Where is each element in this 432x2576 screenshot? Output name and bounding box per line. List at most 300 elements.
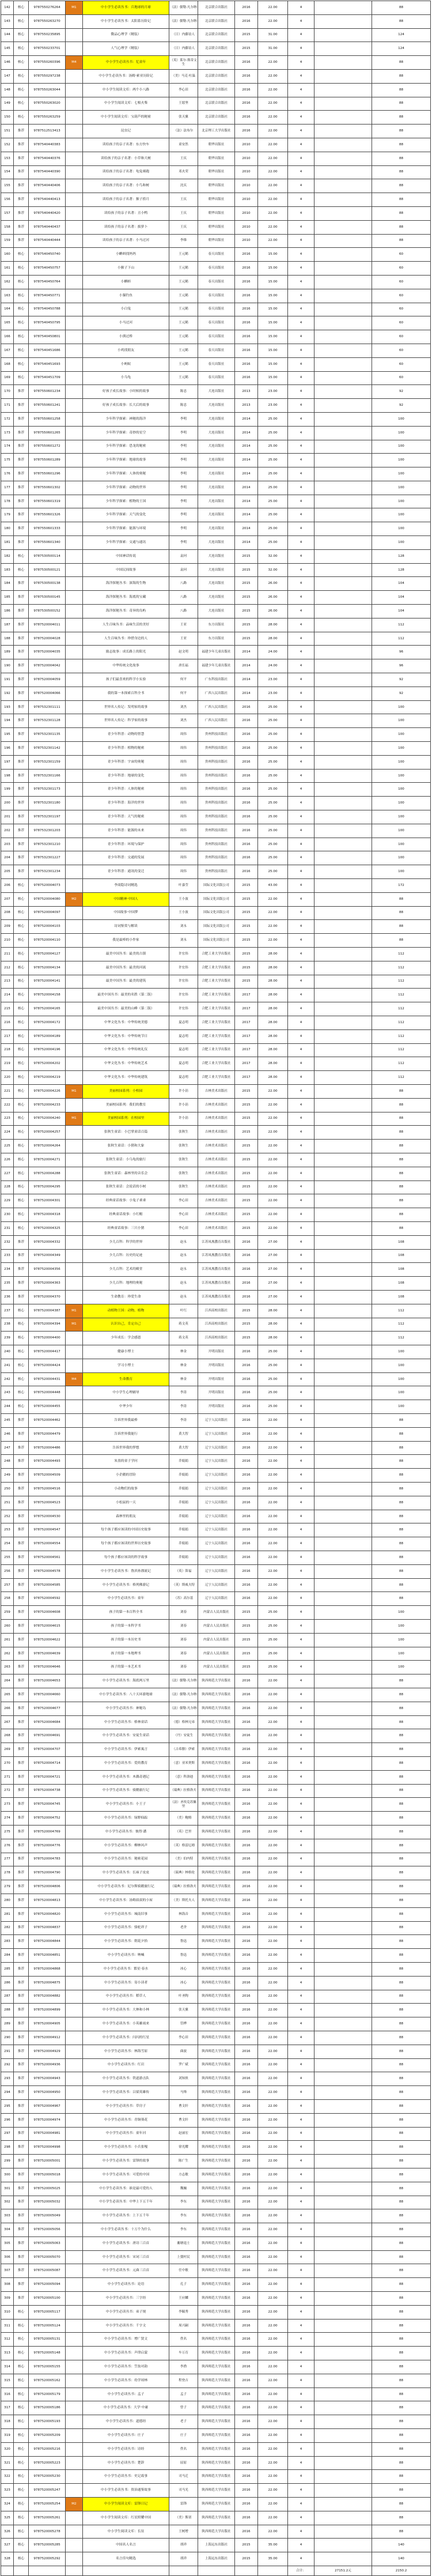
author-cell: 上彊村民 xyxy=(169,2250,198,2264)
title-cell: 中小学生必读丛书：八十天环游地球 xyxy=(83,1688,169,1702)
isbn-cell: 9787550276264 xyxy=(29,1,66,15)
title-cell: 中小学生必读丛书：吕梁英雄传 xyxy=(83,2086,169,2100)
quantity-cell: 4 xyxy=(288,289,314,303)
category-cell: 推荐 xyxy=(14,1674,29,1688)
isbn-cell: 9787520004882 xyxy=(29,1990,66,2004)
publisher-cell: 吉林美术出版社 xyxy=(198,1140,235,1153)
title-cell: 读给孩子的亲子名著：小鸟和树 xyxy=(83,179,169,193)
subtotal-cell: 88 xyxy=(372,1126,431,1140)
year-cell: 2013 xyxy=(235,399,258,413)
publisher-cell: 陕西师范大学出版社 xyxy=(198,2168,235,2182)
year-cell: 2016 xyxy=(235,1386,258,1400)
subtotal-cell: 88 xyxy=(372,234,431,248)
price-cell: 22.00 xyxy=(258,2168,288,2182)
category-cell: 推荐 xyxy=(14,769,29,783)
price-cell: 22.00 xyxy=(258,152,288,165)
table-row xyxy=(1,1441,431,1455)
category-cell: 推荐 xyxy=(14,220,29,234)
author-cell: （英）巴里 xyxy=(169,1825,198,1839)
isbn-cell: 9787520004783 xyxy=(29,1853,66,1866)
tag-cell xyxy=(66,605,83,618)
table-row xyxy=(1,2278,431,2292)
publisher-cell: 吉林美术出版社 xyxy=(198,1194,235,1208)
isbn-cell: 9787520004370 xyxy=(29,1290,66,1304)
extra-cell xyxy=(314,371,372,385)
category-cell: 核心 xyxy=(14,1016,29,1029)
extra-cell xyxy=(314,1441,372,1455)
quantity-cell: 4 xyxy=(288,1098,314,1112)
category-cell: 推荐 xyxy=(14,1483,29,1496)
extra-cell xyxy=(314,1112,372,1126)
subtotal-cell: 88 xyxy=(372,2484,431,2498)
extra-cell xyxy=(314,646,372,659)
category-cell: 推荐 xyxy=(14,618,29,632)
isbn-cell: 9787520004707 xyxy=(29,1743,66,1757)
category-cell: 核心 xyxy=(14,2525,29,2539)
isbn-cell: 9787550235895 xyxy=(29,28,66,42)
table-row xyxy=(1,2539,431,2552)
total-amount: 27151.2元 xyxy=(314,2566,372,2576)
author-cell: 叶红 xyxy=(169,1304,198,1318)
extra-cell xyxy=(314,1935,372,1949)
subtotal-cell: 88 xyxy=(372,152,431,165)
row-number: 315 xyxy=(1,2374,14,2388)
title-cell: 认识自己，肯定自己 xyxy=(83,1318,169,1332)
row-number: 165 xyxy=(1,316,14,330)
author-cell: 许宏伟 xyxy=(169,961,198,975)
quantity-cell: 4 xyxy=(288,357,314,371)
year-cell: 2016 xyxy=(235,2470,258,2484)
isbn-cell: 9787540440383 xyxy=(29,138,66,152)
author-cell: 王小波 xyxy=(169,892,198,906)
title-cell: 读给孩子的亲子名著：猴子捞月 xyxy=(83,193,169,207)
table-row xyxy=(1,1167,431,1180)
year-cell: 2016 xyxy=(235,2264,258,2278)
publisher-cell: 陕西师范大学出版社 xyxy=(198,1702,235,1715)
title-cell: 最美中国丛书：最美的建筑 xyxy=(83,975,169,989)
title-cell: 中小学生必读丛书：增广贤文 xyxy=(83,2333,169,2347)
quantity-cell: 4 xyxy=(288,1359,314,1372)
row-number: 241 xyxy=(1,1359,14,1372)
quantity-cell: 4 xyxy=(288,2429,314,2443)
author-cell: 李涛 xyxy=(169,1386,198,1400)
subtotal-cell: 88 xyxy=(372,1153,431,1167)
table-row xyxy=(1,1098,431,1112)
title-cell: 中小学生必读丛书：林海雪原 xyxy=(83,2045,169,2058)
title-cell: 世界名人传记：发明家的故事 xyxy=(83,700,169,714)
isbn-cell: 9787520005001 xyxy=(29,2155,66,2168)
year-cell: 2015 xyxy=(235,1084,258,1098)
price-cell: 22.00 xyxy=(258,193,288,207)
subtotal-cell: 100 xyxy=(372,1359,431,1372)
quantity-cell: 4 xyxy=(288,783,314,797)
subtotal-cell: 88 xyxy=(372,206,431,220)
publisher-cell: 辽宁人民出版社 xyxy=(198,1483,235,1496)
year-cell: 2016 xyxy=(235,1372,258,1386)
subtotal-cell: 60 xyxy=(372,289,431,303)
year-cell: 2016 xyxy=(235,1770,258,1784)
year-cell: 2015 xyxy=(235,1098,258,1112)
quantity-cell: 4 xyxy=(288,1140,314,1153)
extra-cell xyxy=(314,1606,372,1620)
isbn-cell: 9787520004554 xyxy=(29,1537,66,1551)
year-cell: 2016 xyxy=(235,865,258,879)
subtotal-cell: 88 xyxy=(372,138,431,152)
category-cell: 推荐 xyxy=(14,467,29,481)
tag-cell xyxy=(66,1729,83,1743)
extra-cell xyxy=(314,1427,372,1441)
subtotal-cell: 88 xyxy=(372,1812,431,1826)
isbn-cell: 9787540451693 xyxy=(29,357,66,371)
category-cell: 核心 xyxy=(14,1140,29,1153)
publisher-cell: 陕西师范大学出版社 xyxy=(198,2305,235,2319)
year-cell: 2016 xyxy=(235,742,258,756)
price-cell: 28.00 xyxy=(258,1016,288,1029)
table-row xyxy=(1,2099,431,2113)
isbn-cell: 9787520004318 xyxy=(29,1208,66,1222)
category-cell: 推荐 xyxy=(14,1784,29,1798)
isbn-cell: 9787520004790 xyxy=(29,1866,66,1880)
publisher-cell: 辽宁人民出版社 xyxy=(198,1523,235,1537)
subtotal-cell: 100 xyxy=(372,838,431,851)
author-cell: 马烽 xyxy=(169,2086,198,2100)
tag-cell xyxy=(66,1153,83,1167)
quantity-cell: 4 xyxy=(288,42,314,56)
category-cell: 核心 xyxy=(14,906,29,920)
publisher-cell: 陕西师范大学出版社 xyxy=(198,2442,235,2456)
author-cell: 罗广斌 xyxy=(169,2058,198,2072)
author-cell: （英）莱尔·斯蒂文生 xyxy=(169,56,198,70)
quantity-cell: 4 xyxy=(288,399,314,413)
publisher-cell: 上海远东出版社 xyxy=(198,2552,235,2566)
isbn-cell: 9787540440390 xyxy=(29,165,66,179)
tag-cell xyxy=(66,248,83,262)
quantity-cell: 4 xyxy=(288,975,314,989)
year-cell: 2016 xyxy=(235,2017,258,2031)
price-cell: 22.00 xyxy=(258,2182,288,2196)
price-cell: 25.00 xyxy=(258,1620,288,1634)
title-cell: 美丽校园系列：在校园里 xyxy=(83,1112,169,1126)
quantity-cell: 4 xyxy=(288,1002,314,1016)
subtotal-cell: 88 xyxy=(372,2360,431,2374)
extra-cell xyxy=(314,262,372,276)
isbn-cell: 9787520004103 xyxy=(29,920,66,934)
author-cell: （瑞典）拉格洛夫 xyxy=(169,1880,198,1894)
year-cell: 2016 xyxy=(235,2058,258,2072)
isbn-cell: 9787520004172 xyxy=(29,1016,66,1029)
publisher-cell: 春天出版社 xyxy=(198,262,235,276)
table-row xyxy=(1,1743,431,1757)
isbn-cell: 9787520004141 xyxy=(29,975,66,989)
row-number: 310 xyxy=(1,2305,14,2319)
subtotal-cell: 100 xyxy=(372,851,431,865)
publisher-cell: 广东科技出版社 xyxy=(198,673,235,687)
category-cell: 核心 xyxy=(14,920,29,934)
quantity-cell: 4 xyxy=(288,1084,314,1098)
tag-cell xyxy=(66,1633,83,1647)
quantity-cell: 4 xyxy=(288,536,314,550)
author-cell: 袁珂 xyxy=(169,549,198,563)
year-cell: 2016 xyxy=(235,344,258,357)
title-cell: 读给孩子的亲子名著：小草和大树 xyxy=(83,152,169,165)
category-cell: 核心 xyxy=(14,2347,29,2360)
title-cell: 中小学生阅读文库：红星照耀中国 xyxy=(83,2511,169,2525)
publisher-cell: 春天出版社 xyxy=(198,344,235,357)
price-cell: 28.00 xyxy=(258,1057,288,1071)
year-cell: 2014 xyxy=(235,440,258,454)
title-cell: 中小学生必读丛书：稻草人 xyxy=(83,1990,169,2004)
title-cell: 中国神话传说 xyxy=(83,549,169,563)
author-cell: 李东 xyxy=(169,2209,198,2223)
title-cell: 中小学生必读丛书：唐诗三百首 xyxy=(83,2236,169,2250)
row-number: 188 xyxy=(1,632,14,646)
publisher-cell: 陕西师范大学出版社 xyxy=(198,1757,235,1771)
year-cell: 2014 xyxy=(235,687,258,700)
isbn-cell: 9787520004356 xyxy=(29,1263,66,1277)
isbn-cell: 9787520004684 xyxy=(29,1715,66,1729)
quantity-cell: 4 xyxy=(288,1194,314,1208)
tag-cell xyxy=(66,1647,83,1661)
author-cell: 林金 xyxy=(169,1359,198,1372)
category-cell: 推荐 xyxy=(14,1688,29,1702)
row-number: 266 xyxy=(1,1702,14,1715)
title-cell: 少年科学探索：能源与环境 xyxy=(83,522,169,536)
row-number: 301 xyxy=(1,2182,14,2196)
publisher-cell: 春天出版社 xyxy=(198,316,235,330)
author-cell: 佚名 xyxy=(169,2442,198,2456)
isbn-cell: 9787520004677 xyxy=(29,1702,66,1715)
publisher-cell: 陕西师范大学出版社 xyxy=(198,2278,235,2292)
title-cell: 少年科学探索：恐龙的秘密 xyxy=(83,440,169,454)
subtotal-cell: 88 xyxy=(372,2058,431,2072)
extra-cell xyxy=(314,1057,372,1071)
author-cell: 曹文轩 xyxy=(169,2099,198,2113)
year-cell: 2015 xyxy=(235,1153,258,1167)
tag-cell xyxy=(66,2470,83,2484)
quantity-cell: 4 xyxy=(288,1729,314,1743)
row-number: 270 xyxy=(1,1757,14,1771)
tag-cell: M2 xyxy=(66,2498,83,2511)
tag-cell xyxy=(66,1345,83,1359)
publisher-cell: 北京联合出版社 xyxy=(198,97,235,111)
category-cell: 推荐 xyxy=(14,193,29,207)
tag-cell xyxy=(66,357,83,371)
row-number: 246 xyxy=(1,1427,14,1441)
year-cell: 2016 xyxy=(235,2333,258,2347)
category-cell: 核心 xyxy=(14,1318,29,1332)
publisher-cell: 辽宁人民出版社 xyxy=(198,1564,235,1578)
publisher-cell: 开明出版社 xyxy=(198,1372,235,1386)
year-cell: 2016 xyxy=(235,56,258,70)
row-number: 248 xyxy=(1,1455,14,1469)
price-cell: 22.00 xyxy=(258,1962,288,1976)
price-cell: 32.00 xyxy=(258,563,288,577)
quantity-cell: 4 xyxy=(288,1180,314,1194)
publisher-cell: 开明出版社 xyxy=(198,1359,235,1372)
category-cell: 推荐 xyxy=(14,1564,29,1578)
tag-cell xyxy=(66,1359,83,1372)
subtotal-cell: 88 xyxy=(372,193,431,207)
price-cell: 22.00 xyxy=(258,2360,288,2374)
title-cell: 小熊过桥 xyxy=(83,330,169,344)
subtotal-cell: 112 xyxy=(372,632,431,646)
table-row xyxy=(1,1221,431,1235)
year-cell: 2016 xyxy=(235,1469,258,1483)
category-cell: 推荐 xyxy=(14,605,29,618)
isbn-cell: 9787530500114 xyxy=(29,549,66,563)
price-cell: 22.00 xyxy=(258,2264,288,2278)
tag-cell xyxy=(66,975,83,989)
author-cell: 魏巍 xyxy=(169,2182,198,2196)
row-number: 158 xyxy=(1,220,14,234)
extra-cell xyxy=(314,810,372,824)
subtotal-cell: 112 xyxy=(372,1332,431,1345)
publisher-cell: 合肥工业大学出版社 xyxy=(198,975,235,989)
row-number: 146 xyxy=(1,56,14,70)
tag-cell xyxy=(66,769,83,783)
category-cell: 推荐 xyxy=(14,2141,29,2155)
subtotal-cell: 100 xyxy=(372,454,431,467)
year-cell: 2016 xyxy=(235,2374,258,2388)
subtotal-cell: 100 xyxy=(372,1345,431,1359)
tag-cell xyxy=(66,961,83,975)
title-cell: 读给孩子的亲子名著：小马过河 xyxy=(83,234,169,248)
table-row xyxy=(1,879,431,893)
author-cell: 林金 xyxy=(169,1372,198,1386)
isbn-cell: 9787530500138 xyxy=(29,577,66,591)
price-cell: 22.00 xyxy=(258,1990,288,2004)
tag-cell xyxy=(66,2045,83,2058)
table-row xyxy=(1,673,431,687)
isbn-cell: 9787532301142 xyxy=(29,742,66,756)
quantity-cell: 4 xyxy=(288,1702,314,1715)
publisher-cell: 陕西师范大学出版社 xyxy=(198,1976,235,1990)
title-cell: 少儿百科：历史的足迹 xyxy=(83,1249,169,1263)
title-cell: 名言佳句精选 xyxy=(83,2552,169,2566)
author-cell: 李明 xyxy=(169,467,198,481)
subtotal-cell: 108 xyxy=(372,1235,431,1249)
price-cell: 25.00 xyxy=(258,1400,288,1414)
category-cell: 核心 xyxy=(14,316,29,330)
isbn-cell: 9787520005148 xyxy=(29,2347,66,2360)
tag-cell xyxy=(66,1510,83,1523)
row-number: 318 xyxy=(1,2415,14,2429)
extra-cell xyxy=(314,1,372,15)
price-cell: 22.00 xyxy=(258,1551,288,1565)
category-cell: 核心 xyxy=(14,289,29,303)
subtotal-cell: 88 xyxy=(372,1112,431,1126)
quantity-cell: 4 xyxy=(288,1921,314,1935)
isbn-cell: 9787520004837 xyxy=(29,1921,66,1935)
extra-cell xyxy=(314,714,372,728)
row-number: 171 xyxy=(1,399,14,413)
category-cell: 核心 xyxy=(14,262,29,276)
extra-cell xyxy=(314,1043,372,1057)
table-row xyxy=(1,961,431,975)
subtotal-cell: 88 xyxy=(372,1523,431,1537)
author-cell: （美）伯内特 xyxy=(169,1853,198,1866)
extra-cell xyxy=(314,1784,372,1798)
subtotal-cell: 104 xyxy=(372,577,431,591)
year-cell: 2016 xyxy=(235,2278,258,2292)
price-cell: 22.00 xyxy=(258,2155,288,2168)
title-cell: 人生百味丛书：品味生活的美好 xyxy=(83,618,169,632)
subtotal-cell: 88 xyxy=(372,1496,431,1510)
total-empty-cell xyxy=(198,2566,235,2576)
table-row xyxy=(1,399,431,413)
row-number: 221 xyxy=(1,1084,14,1098)
price-cell: 25.00 xyxy=(258,495,288,508)
row-number: 154 xyxy=(1,165,14,179)
row-number: 252 xyxy=(1,1510,14,1523)
row-number: 192 xyxy=(1,687,14,700)
year-cell: 2016 xyxy=(235,2031,258,2045)
category-cell: 推荐 xyxy=(14,632,29,646)
title-cell: 中小学生必读丛书：声律启蒙 xyxy=(83,2347,169,2360)
year-cell: 2016 xyxy=(235,2155,258,2168)
author-cell: （德）格林兄弟 xyxy=(169,1715,198,1729)
quantity-cell: 4 xyxy=(288,1866,314,1880)
category-cell: 推荐 xyxy=(14,1812,29,1826)
table-row xyxy=(1,1112,431,1126)
isbn-cell: 9787520005087 xyxy=(29,2264,66,2278)
publisher-cell: 江西高校出版社 xyxy=(198,1332,235,1345)
quantity-cell: 4 xyxy=(288,179,314,193)
title-cell: 中小学生必读丛书：元曲三百首 xyxy=(83,2264,169,2278)
table-row xyxy=(1,1208,431,1222)
publisher-cell: 陕西师范大学出版社 xyxy=(198,1921,235,1935)
isbn-cell: 9787540450801 xyxy=(29,330,66,344)
extra-cell xyxy=(314,673,372,687)
publisher-cell: 合肥工业大学出版社 xyxy=(198,947,235,961)
isbn-cell: 9787520004585 xyxy=(29,1578,66,1592)
table-row xyxy=(1,83,431,97)
title-cell: 中小学生必读丛书：秘密花园 xyxy=(83,1853,169,1866)
extra-cell xyxy=(314,412,372,426)
table-row xyxy=(1,2236,431,2250)
tag-cell xyxy=(66,2058,83,2072)
row-number: 283 xyxy=(1,1935,14,1949)
category-cell: 推荐 xyxy=(14,1290,29,1304)
isbn-cell: 9787540451686 xyxy=(29,344,66,357)
category-cell: 推荐 xyxy=(14,2196,29,2209)
author-cell: 刘杰 xyxy=(169,700,198,714)
subtotal-cell: 88 xyxy=(372,14,431,28)
extra-cell xyxy=(314,467,372,481)
publisher-cell: 陕西师范大学出版社 xyxy=(198,2072,235,2086)
tag-cell xyxy=(66,2113,83,2127)
title-cell: 中小学生必读丛书：骆驼祥子 xyxy=(83,1921,169,1935)
tag-cell xyxy=(66,1578,83,1592)
quantity-cell: 4 xyxy=(288,1880,314,1894)
price-cell: 22.00 xyxy=(258,1935,288,1949)
title-cell: 小猴子下山 xyxy=(83,262,169,276)
row-number: 299 xyxy=(1,2155,14,2168)
isbn-cell: 9787520005292 xyxy=(29,2552,66,2566)
row-number: 164 xyxy=(1,303,14,316)
tag-cell xyxy=(66,1290,83,1304)
author-cell: 王元鹤 xyxy=(169,316,198,330)
extra-cell xyxy=(314,165,372,179)
table-row xyxy=(1,2168,431,2182)
year-cell: 2016 xyxy=(235,1935,258,1949)
publisher-cell: 吉林美术出版社 xyxy=(198,1167,235,1180)
publisher-cell: 朝华出版社 xyxy=(198,152,235,165)
table-row xyxy=(1,1002,431,1016)
extra-cell xyxy=(314,989,372,1002)
quantity-cell: 4 xyxy=(288,206,314,220)
row-number: 225 xyxy=(1,1140,14,1153)
